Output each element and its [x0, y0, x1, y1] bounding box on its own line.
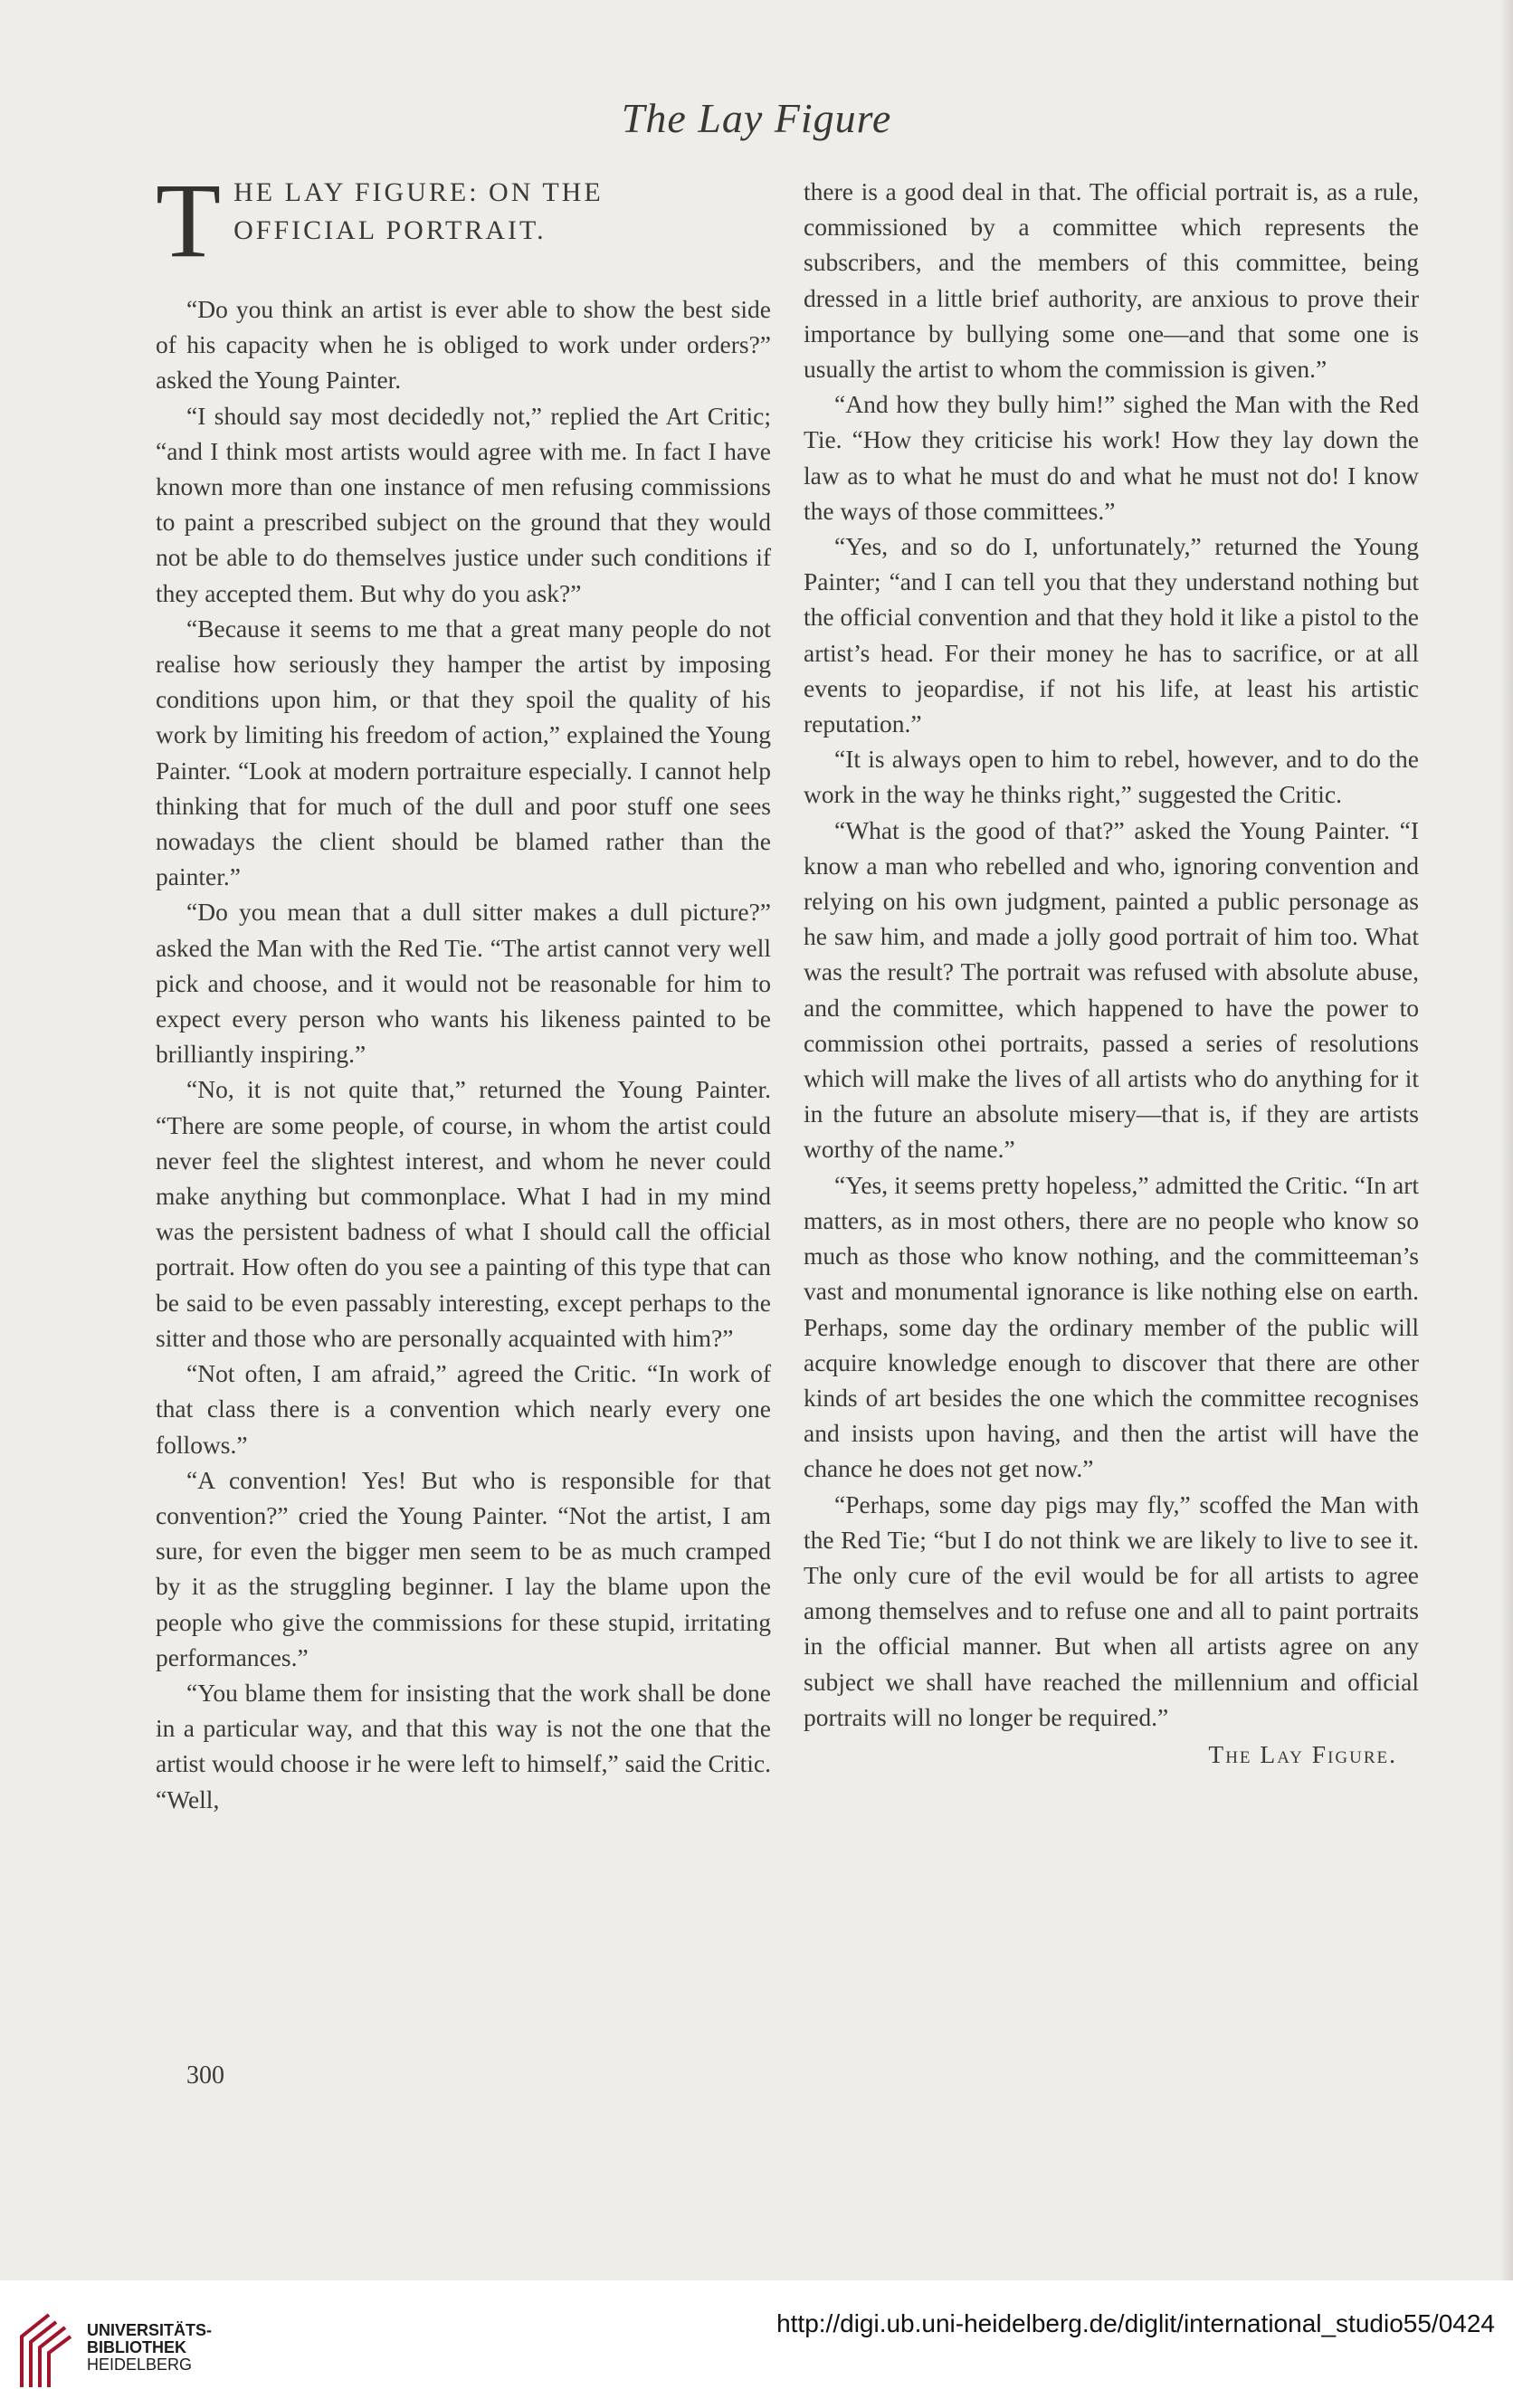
library-name [87, 2322, 212, 2374]
paragraph: “A convention! Yes! But who is responsible for that convention?” cried the Young Painter. “Not the artist, I am sure, for even the bigger men seem to be as much cramped by it as the struggling beginner. I lay the blame upon the people who give the commissions for these stupid, irritating performances.” [156, 1465, 771, 1671]
library-name-line-3: HEIDELBERG [87, 2356, 193, 2374]
paragraph: “Yes, it seems pretty hopeless,” admitted the Critic. “In art matters, as in most others, there are no people who know so much as those who know nothing, and the committeeman’s vast and monumental ignorance is like nothing else on earth. Perhaps, some day the ordinary member of the public will acquire knowledge enough to discover that there are other kinds of art besides the one which the committee recognises and insists upon having, and then the artist will have the chance he does not get now.” [804, 1170, 1419, 1483]
paragraph: “Perhaps, some day pigs may fly,” scoffed the Man with the Red Tie; “but I do not think we are likely to live to see it. The only cure of the evil would be for all artists to agree among themselves and to refuse one and all to paint portraits in the official manner. But when all artists agree on any subject we shall have reached the millennium and official portraits will no longer be required.” [804, 1490, 1419, 1731]
page-number: 300 [186, 2061, 224, 2089]
footer-bar [0, 2280, 1513, 2408]
paragraph: “Yes, and so do I, unfortunately,” returned the Young Painter; “and I can tell you that they understand nothing but the official convention and that they hold it like a pistol to the artist’s head. For their money he has to sacrifice, or at all events to jeopardise, if not his life, at least his artistic reputation.” [804, 532, 1419, 738]
paragraph: “I should say most decidedly not,” replied the Art Critic; “and I think most artists would agree with me. In fact I have known more than one instance of men refusing commissions to paint a prescribed subject on the ground that they would not be able to do themselves justice under such conditions if they accepted them. But why do you ask?” [156, 401, 771, 607]
page-gutter-shadow [1500, 0, 1513, 2280]
right-column [804, 174, 1419, 1772]
heading-line-1: HE LAY FIGURE: ON THE [233, 177, 604, 207]
library-name-line-1: UNIVERSITÄTS- [87, 2321, 213, 2339]
library-name-line-2: BIBLIOTHEK [87, 2338, 186, 2356]
drop-cap: T [156, 161, 222, 280]
source-url-link[interactable]: http://digi.ub.uni-heidelberg.de/diglit/international_studio55/0424 [776, 2309, 1495, 2337]
running-head: The Lay Figure [621, 95, 892, 141]
heading-line-2: OFFICIAL PORTRAIT. [233, 215, 547, 245]
paragraph: “You blame them for insisting that the work shall be done in a particular way, and that this way is not the one that the artist would choose ir he were left to himself,” said the Critic. “Well, [156, 1678, 771, 1813]
article-heading [156, 161, 771, 291]
paragraph: “Because it seems to me that a great many people do not realise how seriously they hamper the artist by imposing conditions upon him, or that they spoil the quality of his work by limiting his freedom of action,” explained the Young Painter. “Look at modern portraiture especially. I cannot help thinking that for much of the dull and poor stuff one sees nowadays the client should be blamed rather than the painter.” [156, 614, 771, 891]
left-column [156, 161, 771, 1817]
paragraph: “And how they bully him!” sighed the Man with the Red Tie. “How they criticise his work! How they lay down the law as to what he must do and what he must not do! I know the ways of those committees.” [804, 390, 1419, 525]
paragraph: “No, it is not quite that,” returned the Young Painter. “There are some people, of course, in whom the artist could never feel the slightest interest, and whom he never could make anything but commonplace. What I had in my mind was the persistent badness of what I should call the official portrait. How often do you see a painting of this type that can be said to be even passably interesting, except perhaps to the sitter and those who are personally acquainted with him?” [156, 1075, 771, 1352]
paragraph: there is a good deal in that. The official portrait is, as a rule, commissioned by a committee which represents the subscribers, and the members of this committee, being dressed in a little brief authority, are anxious to prove their importance by bullying some one—and that some one is usually the artist to whom the commission is given.” [804, 177, 1419, 384]
paragraph: “Not often, I am afraid,” agreed the Critic. “In work of that class there is a convention which nearly every one follows.” [156, 1359, 771, 1459]
paragraph: “Do you think an artist is ever able to show the best side of his capacity when he is obliged to work under orders?” asked the Young Painter. [156, 295, 771, 395]
author-signature: The Lay Figure. [1208, 1739, 1397, 1768]
paragraph: “It is always open to him to rebel, however, and to do the work in the way he thinks right,” suggested the Critic. [804, 745, 1419, 809]
paragraph: “What is the good of that?” asked the Young Painter. “I know a man who rebelled and who, ignoring convention and relying on his own judgment, painted a public personage as he saw him, and made a jolly good portrait of him too. What was the result? The portrait was refused with absolute abuse, and the committee, which happened to have the power to commission othei portraits, passed a series of resolutions which will make the lives of all artists who do anything for it in the future an absolute misery—that is, if they are artists worthy of the name.” [804, 815, 1419, 1164]
paragraph: “Do you mean that a dull sitter makes a dull picture?” asked the Man with the Red Tie. “The artist cannot very well pick and choose, and it would not be reasonable for him to expect every person who wants his likeness painted to be brilliantly inspiring.” [156, 898, 771, 1069]
library-logo-icon [14, 2309, 74, 2391]
